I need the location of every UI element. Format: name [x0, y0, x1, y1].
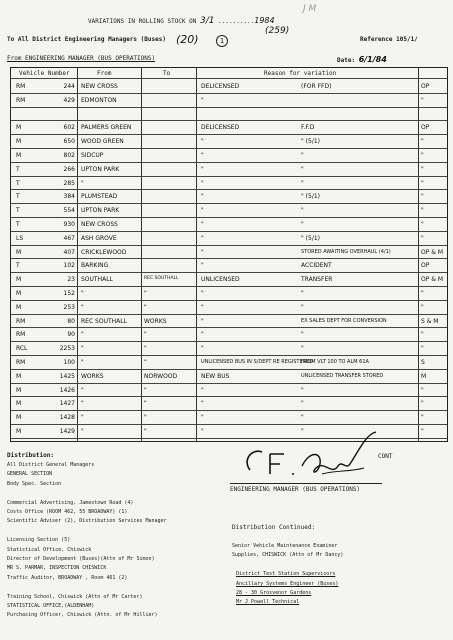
distribution-continued-item: Senior Vehicle Maintenance Examiner: [232, 543, 338, 549]
cell-note: ": [301, 331, 304, 339]
cell-reason: ": [201, 317, 204, 325]
cell-type: T: [16, 207, 20, 215]
cell-to: ": [144, 400, 147, 408]
cell-note: ACCIDENT: [301, 262, 332, 270]
cell-type: T: [16, 193, 20, 201]
cell-num: 102: [63, 262, 75, 270]
distribution-continued-item: District Test Station Supervisors: [236, 571, 336, 578]
cell-from: EDMONTON: [81, 96, 117, 104]
cell-num: 1426: [59, 386, 75, 394]
cell-note: ": [301, 345, 304, 353]
cell-note: ": [301, 414, 304, 422]
cell-mark: ": [421, 400, 424, 408]
cell-num: 1428: [59, 414, 75, 422]
cell-num: 152: [63, 290, 75, 297]
cell-to: ": [144, 303, 147, 311]
distribution-item: Costs Office (ROOM 462, 55 BROADWAY) (1): [7, 509, 128, 515]
cell-num: 467: [63, 234, 75, 242]
cell-reason: ": [201, 386, 204, 394]
cell-from: NEW CROSS: [81, 83, 118, 90]
cell-type: M: [16, 152, 22, 159]
cell-note: TRANSFER: [301, 276, 333, 284]
cell-num: 23: [67, 276, 75, 284]
cell-mark: ": [421, 152, 424, 159]
cell-type: M: [16, 372, 22, 380]
cell-from: ": [81, 290, 84, 297]
cell-from: ": [81, 179, 84, 187]
cell-note: (FOR FFD): [301, 83, 332, 90]
cell-to: NORWOOD: [144, 372, 178, 380]
distribution-item: Statistical Office, Chiswick: [7, 546, 92, 553]
variations-table: [10, 67, 448, 442]
cell-from: ": [81, 414, 84, 422]
cell-reason: ": [201, 138, 204, 146]
cell-note: ": [301, 428, 304, 435]
cell-from: SIDCUP: [81, 152, 104, 159]
cell-mark: OP & M: [421, 248, 444, 256]
cell-reason: ": [201, 96, 204, 104]
cell-type: M: [16, 276, 22, 284]
cell-from: ": [81, 345, 84, 353]
distribution-continued-item: Supplies, CHISWICK (Attn of Mr Dancy): [232, 552, 344, 559]
cell-to: REC SOUTHALL: [144, 276, 179, 282]
cell-type: LS: [16, 234, 24, 242]
row-rule: [11, 93, 447, 94]
cell-mark: ": [421, 290, 424, 297]
cell-reason: ": [201, 414, 204, 422]
cell-mark: OP & M: [421, 276, 444, 284]
reference-label: Reference 105/1/: [360, 36, 418, 43]
cell-note: ": [301, 290, 304, 297]
cell-from: BARKING: [81, 262, 109, 270]
cell-note: " (5/1): [301, 138, 321, 146]
cell-type: M: [16, 138, 22, 146]
row-rule: [11, 341, 447, 342]
cell-num: 407: [63, 248, 75, 256]
distribution-item: GENERAL SECTION: [7, 471, 53, 478]
cell-type: RM: [16, 96, 26, 104]
row-rule: [11, 231, 447, 232]
cell-from: ": [81, 386, 84, 394]
cell-mark: ": [421, 193, 424, 201]
cell-from: ": [81, 400, 84, 408]
cell-to: WORKS: [144, 317, 167, 325]
cell-type: T: [16, 221, 20, 228]
cell-reason: ": [201, 234, 204, 242]
cell-mark: ": [421, 345, 424, 353]
col-header-vehicle: Vehicle Number: [19, 70, 70, 77]
cell-reason: ": [201, 262, 204, 270]
distribution-item: Purchasing Officer, Chiswick (Attn. of Mr Hillier): [7, 612, 158, 619]
faint-initials: J M: [303, 4, 317, 14]
date-filled: 3/1: [200, 16, 215, 26]
cell-from: NEW CROSS: [81, 221, 118, 228]
cell-from: ": [81, 303, 84, 311]
cell-type: M: [16, 290, 22, 297]
cell-type: M: [16, 428, 22, 435]
cell-note: ": [301, 165, 304, 173]
cell-num: 802: [63, 152, 75, 159]
cell-type: RM: [16, 359, 26, 366]
cell-to: ": [144, 428, 147, 435]
cell-note: ": [301, 221, 304, 228]
distribution-heading: Distribution:: [7, 452, 54, 459]
cell-mark: ": [421, 303, 424, 311]
form-title: VARIATIONS IN ROLLING STOCK ON 3/1 ..........1984: [88, 16, 275, 26]
distribution-item: Body Spec. Section: [7, 480, 62, 487]
cell-mark: ": [421, 207, 424, 215]
circled-number: 1: [216, 35, 228, 47]
cell-num: 650: [63, 138, 75, 146]
cell-note: FROM VLT 100 TO ALM 61A: [301, 359, 369, 365]
distribution-continued-heading: Distribution Continued:: [232, 524, 316, 531]
from-line: From ENGINEERING MANAGER (BUS OPERATIONS): [7, 55, 156, 62]
cell-from: UPTON PARK: [81, 207, 120, 215]
row-rule: [11, 189, 447, 190]
cell-type: M: [16, 414, 22, 422]
cell-type: M: [16, 303, 22, 311]
cell-from: WORKS: [81, 372, 104, 380]
cell-to: ": [144, 386, 147, 394]
row-rule: [11, 120, 447, 121]
cell-reason: ": [201, 193, 204, 201]
cell-mark: ": [421, 138, 424, 146]
row-rule: [11, 286, 447, 287]
cell-reason: DELICENSED: [201, 83, 240, 90]
cell-to: ": [144, 331, 147, 339]
cell-mark: ": [421, 234, 424, 242]
distribution-item: Director of Development (Buses)(Attn of Mr Simon): [7, 556, 155, 562]
distribution-item: Licensing Section (5): [7, 537, 71, 544]
cell-to: ": [144, 290, 147, 297]
cell-from: UPTON PARK: [81, 165, 120, 173]
cell-reason: ": [201, 400, 204, 408]
cell-to: ": [144, 359, 147, 366]
cell-reason: ": [201, 428, 204, 435]
cell-reason: ": [201, 207, 204, 215]
cell-to: ": [144, 414, 147, 422]
cell-note: EX SALES DEPT FOR CONVERSION: [301, 317, 387, 324]
row-rule: [11, 355, 447, 356]
col-header-from: From: [97, 70, 112, 77]
cell-reason: UNLICENSED: [201, 276, 240, 284]
cell-type: M: [16, 124, 22, 132]
col-header-reason: Reason for variation: [264, 70, 337, 77]
signature-rule: [230, 483, 382, 484]
cell-note: ": [301, 386, 304, 394]
row-rule: [11, 107, 447, 108]
cell-reason: ": [201, 345, 204, 353]
title-text: VARIATIONS IN ROLLING STOCK ON: [88, 18, 197, 25]
cell-num: 253: [63, 303, 75, 311]
cell-num: 384: [63, 193, 75, 201]
cell-note: " (5/1): [301, 193, 321, 201]
cell-mark: OP: [421, 124, 430, 132]
row-rule: [11, 396, 447, 397]
cell-note: " (5/1): [301, 234, 321, 242]
cell-mark: ": [421, 96, 424, 104]
cell-num: 90: [67, 331, 75, 339]
date-label: Date:: [337, 57, 356, 64]
cell-num: 429: [63, 96, 75, 104]
cell-type: T: [16, 165, 20, 173]
row-rule: [11, 300, 447, 301]
cell-mark: OP: [421, 83, 430, 90]
row-rule: [11, 176, 447, 177]
distribution-item: Traffic Auditor, BROADWAY , Room 461 (2): [7, 574, 128, 581]
col-header-to: To: [163, 70, 171, 77]
cell-num: 244: [63, 83, 75, 90]
row-rule: [11, 217, 447, 218]
cell-note: ": [301, 303, 304, 311]
cell-note: ": [301, 152, 304, 159]
cell-mark: OP: [421, 262, 430, 270]
cell-reason: ": [201, 179, 204, 187]
cell-mark: M: [421, 372, 427, 380]
row-rule: [11, 314, 447, 315]
cell-num: 100: [63, 359, 75, 366]
row-rule: [11, 410, 447, 411]
cell-num: 80: [67, 317, 75, 325]
cell-mark: S: [421, 359, 425, 366]
cell-note: ": [301, 179, 304, 187]
row-rule: [11, 162, 447, 163]
cell-from: ": [81, 331, 84, 339]
cell-reason: ": [201, 165, 204, 173]
cell-num: 2253: [59, 345, 75, 353]
row-rule: [11, 272, 447, 273]
cell-reason: ": [201, 152, 204, 159]
distribution-item: Training School, Chiswick (Attn of Mr Carter): [7, 593, 143, 600]
signature-title: ENGINEERING MANAGER (BUS OPERATIONS): [230, 486, 361, 493]
cell-mark: ": [421, 331, 424, 339]
distribution-item: MR S. PARMAR, INSPECTION CHISWICK: [7, 565, 107, 572]
cell-reason: ": [201, 248, 204, 256]
distribution-item: STATISTICAL OFFICE,(ALDENHAM): [7, 603, 95, 609]
cell-num: 285: [63, 179, 75, 187]
cell-note: F.F.D: [301, 124, 315, 132]
handwritten-259: (259): [265, 26, 290, 36]
signature-image: [240, 430, 380, 490]
cell-type: RCL: [16, 345, 28, 353]
row-rule: [11, 203, 447, 204]
cell-mark: ": [421, 165, 424, 173]
cell-mark: ": [421, 428, 424, 435]
cell-from: ": [81, 359, 84, 366]
to-line: To All District Engineering Managers (Buses): [7, 36, 166, 43]
cell-type: M: [16, 400, 22, 408]
distribution-continued-item: 28 - 30 Grosvenor Gardens: [236, 590, 312, 596]
row-rule: [11, 258, 447, 259]
cell-note: STORED AWAITING OVERHAUL (4/1): [301, 248, 391, 255]
cell-note: ": [301, 400, 304, 408]
cell-note: UNLICENSED TRANSFER STORED: [301, 372, 384, 379]
cell-from: CRICKLEWOOD: [81, 248, 127, 256]
cell-note: ": [301, 207, 304, 215]
cell-num: 1425: [59, 372, 75, 380]
cell-reason: ": [201, 303, 204, 311]
cell-num: 602: [63, 124, 75, 132]
cell-from: PALMERS GREEN: [81, 124, 132, 132]
distribution-item: Scientific Adviser (2), Distribution Services Manager: [7, 518, 167, 525]
cell-mark: ": [421, 414, 424, 422]
distribution-item: All District General Managers: [7, 462, 95, 468]
cont-label: CONT: [378, 453, 393, 460]
row-rule: [11, 245, 447, 246]
cell-reason: ": [201, 221, 204, 228]
cell-type: M: [16, 386, 22, 394]
cell-from: ASH GROVE: [81, 234, 117, 242]
cell-from: REC SOUTHALL: [81, 317, 127, 325]
distribution-continued-item: Mr J Powell Technical: [236, 599, 300, 606]
cell-from: ": [81, 428, 84, 435]
row-rule: [11, 383, 447, 384]
cell-to: ": [144, 345, 147, 353]
cell-reason: ": [201, 290, 204, 297]
cell-type: RM: [16, 83, 26, 90]
row-rule: [11, 369, 447, 370]
cell-num: 554: [63, 207, 75, 215]
cell-mark: ": [421, 386, 424, 394]
cell-mark: S & M: [421, 317, 439, 325]
date-line: [337, 55, 387, 64]
cell-from: WOOD GREEN: [81, 138, 124, 146]
row-rule: [11, 327, 447, 328]
cell-reason: NEW BUS: [201, 372, 230, 380]
cell-type: M: [16, 248, 22, 256]
cell-reason: UNLICENSED BUS IN S/DEPT RE REGISTERED: [201, 359, 314, 365]
cell-type: T: [16, 179, 20, 187]
cell-num: 266: [63, 165, 75, 173]
cell-num: 1427: [59, 400, 75, 408]
cell-from: PLUMSTEAD: [81, 193, 118, 201]
cell-type: T: [16, 262, 20, 270]
row-rule: [11, 148, 447, 149]
cell-num: 1429: [59, 428, 75, 435]
row-rule: [11, 134, 447, 135]
row-rule: [11, 438, 447, 439]
cell-type: RM: [16, 317, 26, 325]
year-filled: 1984: [254, 16, 275, 25]
cell-reason: DELICENSED: [201, 124, 240, 132]
cell-reason: ": [201, 331, 204, 339]
distribution-continued-item: Ancillary Systems Engineer (Buses): [236, 580, 339, 587]
distribution-item: Commercial Advertising, Jamestown Road (4): [7, 499, 134, 506]
cell-mark: ": [421, 179, 424, 187]
cell-mark: ": [421, 221, 424, 228]
cell-type: RM: [16, 331, 26, 339]
cell-from: SOUTHALL: [81, 276, 113, 284]
cell-num: 930: [63, 221, 75, 228]
handwritten-20: (20): [176, 33, 199, 46]
row-rule: [11, 424, 447, 425]
date-value: 6/1/84: [358, 55, 387, 64]
